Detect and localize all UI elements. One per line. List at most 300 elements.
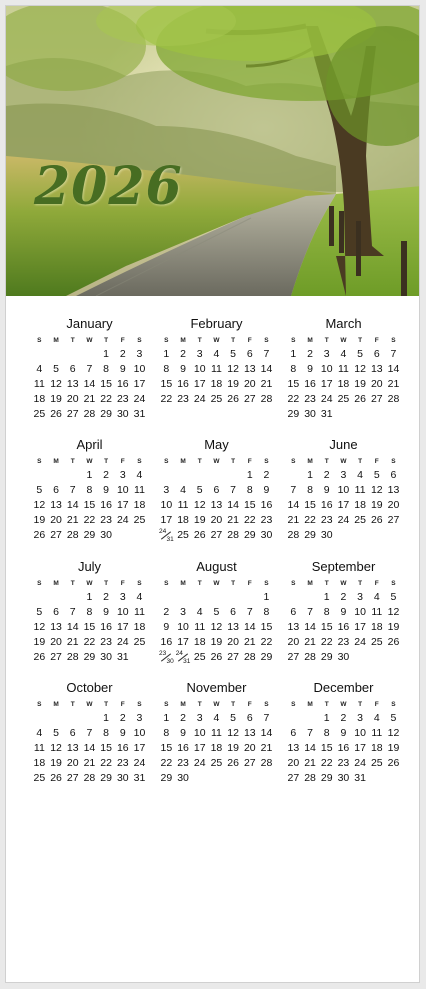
weekday-label: T: [197, 580, 202, 587]
day-cell: 3: [357, 712, 364, 724]
weekday-header: [285, 334, 402, 347]
day-cell: 13: [66, 742, 79, 754]
weekday-label: T: [231, 580, 236, 587]
weekday-label: S: [137, 701, 142, 708]
day-cell: 26: [50, 408, 62, 420]
weekday-label: T: [231, 701, 236, 708]
week-row: [158, 650, 275, 665]
day-cell: 9: [340, 606, 347, 618]
weekday-label: T: [324, 458, 329, 465]
day-cell: 18: [33, 757, 46, 769]
split-day-cell: [175, 650, 192, 665]
day-cell: 8: [263, 606, 270, 618]
week-row: [31, 483, 148, 498]
day-cell: 26: [33, 529, 46, 541]
day-cell: 6: [373, 348, 380, 360]
day-cell: 18: [133, 499, 146, 511]
day-cell: 28: [66, 651, 79, 663]
day-cell: 9: [119, 727, 126, 739]
weekday-header: [285, 698, 402, 711]
month-name: October: [66, 680, 113, 695]
day-cell: 23: [100, 514, 112, 526]
weekday-label: S: [391, 337, 396, 344]
day-cell: 24: [193, 757, 206, 769]
day-cell: 5: [390, 591, 397, 603]
day-cell: 2: [180, 712, 186, 724]
day-cell: 7: [307, 727, 313, 739]
day-cell: 20: [370, 378, 383, 390]
day-cell: 12: [33, 621, 46, 633]
day-cell: 17: [354, 742, 366, 754]
weekday-label: M: [307, 701, 313, 708]
day-cell: 30: [337, 651, 350, 663]
month-name: July: [77, 559, 102, 574]
day-cell: 7: [86, 727, 93, 739]
day-cell: 12: [227, 363, 239, 375]
day-cell: 16: [116, 742, 129, 754]
day-cell: [302, 711, 319, 726]
weekday-header: [158, 455, 275, 468]
day-cell: [64, 590, 81, 605]
month-july: [31, 559, 148, 665]
day-cell: 11: [210, 727, 222, 739]
day-cell: 16: [320, 499, 333, 511]
day-cell: 17: [193, 378, 206, 390]
weekday-label: T: [358, 580, 363, 587]
day-cell: 7: [390, 348, 397, 360]
day-cell: 2: [119, 712, 126, 724]
day-cell: 24: [116, 636, 129, 648]
week-row: [285, 650, 402, 665]
weekday-label: F: [120, 337, 125, 344]
day-cell: 19: [33, 636, 46, 648]
day-cell: 25: [354, 514, 366, 526]
week-row: [285, 711, 402, 726]
day-cell: 10: [193, 727, 206, 739]
day-cell: 31: [320, 408, 333, 420]
day-cell: [158, 590, 175, 605]
day-cell: 19: [387, 742, 400, 754]
day-cell: 8: [323, 606, 330, 618]
weekday-label: F: [120, 701, 125, 708]
day-cell: 27: [50, 651, 62, 663]
day-cell: 23: [337, 757, 350, 769]
week-row: [158, 741, 275, 756]
day-cell: 1: [263, 591, 270, 603]
day-cell: 17: [193, 742, 206, 754]
month-february: [158, 316, 275, 407]
weekday-label: T: [231, 458, 236, 465]
week-row: [31, 741, 148, 756]
week-row: [285, 513, 402, 528]
day-cell: 22: [100, 393, 112, 405]
day-cell: [64, 711, 81, 726]
week-row: [285, 756, 402, 771]
day-cell: [241, 590, 258, 605]
weekday-label: T: [197, 458, 202, 465]
day-cell: 1: [323, 591, 330, 603]
day-cell: 29: [83, 651, 96, 663]
weekday-label: M: [53, 701, 59, 708]
day-cell: 28: [83, 772, 96, 784]
week-row: [31, 771, 148, 786]
weekday-label: F: [120, 458, 125, 465]
weekday-label: T: [358, 701, 363, 708]
weekday-label: W: [213, 458, 220, 465]
day-cell: 18: [210, 378, 223, 390]
day-cell: 3: [180, 606, 186, 618]
month-name: April: [76, 437, 103, 452]
day-cell: [208, 590, 225, 605]
day-cell: [285, 468, 302, 483]
day-cell: 11: [134, 606, 145, 618]
week-row: [31, 726, 148, 741]
weekday-label: S: [391, 701, 396, 708]
day-cell: [285, 711, 302, 726]
weekday-header: [31, 455, 148, 468]
day-cell: 1: [246, 469, 253, 481]
day-cell: 11: [194, 621, 206, 633]
week-row: [31, 362, 148, 377]
weekday-label: W: [340, 580, 347, 587]
day-cell: 14: [260, 363, 273, 375]
day-cell: 21: [243, 636, 256, 648]
day-cell: 25: [210, 393, 223, 405]
day-cell: 13: [243, 363, 256, 375]
day-cell: 3: [323, 348, 330, 360]
day-cell: 15: [243, 499, 256, 511]
day-cell: 17: [116, 621, 129, 633]
day-cell: 6: [53, 484, 59, 496]
week-row: [158, 377, 275, 392]
day-cell: 16: [337, 621, 350, 633]
week-row: [158, 771, 275, 786]
day-cell: 30: [304, 408, 316, 420]
day-cell: 20: [287, 757, 300, 769]
weekday-label: T: [104, 701, 109, 708]
day-cell: 17: [116, 499, 129, 511]
month-december: [285, 680, 402, 786]
day-cell: 14: [227, 499, 239, 511]
day-cell: 10: [177, 621, 189, 633]
day-cell: 19: [227, 742, 239, 754]
weekday-header: [158, 577, 275, 590]
weekday-label: F: [247, 458, 252, 465]
day-cell: 6: [69, 363, 76, 375]
day-cell: 9: [180, 727, 186, 739]
weekday-label: S: [37, 701, 42, 708]
day-cell: 8: [86, 606, 93, 618]
day-cell: 24: [193, 393, 206, 405]
day-cell: 13: [66, 378, 79, 390]
day-cell: 20: [50, 636, 62, 648]
day-cell: 3: [119, 591, 126, 603]
month-name: January: [66, 316, 113, 331]
week-row: [31, 347, 148, 362]
day-cell: 10: [133, 727, 146, 739]
day-cell: 10: [116, 606, 129, 618]
week-row: [285, 347, 402, 362]
weekday-label: W: [340, 337, 347, 344]
day-cell: 20: [66, 393, 79, 405]
day-cell: 31: [116, 651, 129, 663]
day-cell: 19: [227, 378, 239, 390]
day-cell: 7: [230, 484, 237, 496]
day-cell: 24: [320, 393, 333, 405]
day-cell: 11: [354, 484, 366, 496]
day-cell: 28: [83, 408, 96, 420]
day-cell: 2: [163, 606, 170, 618]
month-november: [158, 680, 275, 786]
calendar-card: [5, 5, 420, 983]
day-cell: [208, 468, 225, 483]
day-cell: 27: [287, 651, 300, 663]
day-cell: 6: [246, 348, 253, 360]
day-cell: 7: [86, 363, 93, 375]
day-cell: 14: [243, 621, 256, 633]
day-cell: 4: [213, 712, 220, 724]
day-cell: 3: [136, 712, 143, 724]
weekday-label: S: [391, 458, 396, 465]
day-cell: 8: [246, 484, 253, 496]
day-cell: 8: [290, 363, 297, 375]
day-cell: 14: [83, 742, 96, 754]
day-cell: 15: [320, 621, 333, 633]
day-cell: 29: [304, 529, 316, 541]
week-row: [158, 756, 275, 771]
day-cell: 20: [50, 514, 62, 526]
weekday-label: W: [86, 701, 93, 708]
week-row: [31, 590, 148, 605]
day-cell: 24: [354, 757, 366, 769]
weekday-label: S: [137, 580, 142, 587]
week-row: [31, 650, 148, 665]
week-row: [158, 483, 275, 498]
day-cell: 14: [287, 499, 300, 511]
day-cell: 5: [373, 469, 380, 481]
month-name: September: [311, 559, 376, 574]
day-cell: 29: [320, 772, 333, 784]
day-cell: 28: [287, 529, 300, 541]
day-cell: 7: [263, 348, 270, 360]
day-cell: 9: [307, 363, 313, 375]
day-cell: 9: [340, 727, 347, 739]
day-cell: 22: [260, 636, 273, 648]
day-cell: 25: [133, 514, 146, 526]
day-cell: 8: [103, 363, 110, 375]
day-cell: 18: [337, 378, 350, 390]
day-cell: 29: [320, 651, 333, 663]
weekday-label: S: [291, 337, 296, 344]
day-cell: [368, 407, 385, 422]
day-cell: 1: [103, 348, 110, 360]
split-day-bottom: 31: [166, 536, 174, 543]
day-cell: 13: [387, 484, 400, 496]
day-cell: 21: [260, 378, 273, 390]
month-june: [285, 437, 402, 543]
week-row: [158, 347, 275, 362]
day-cell: [31, 711, 48, 726]
day-cell: 11: [177, 499, 189, 511]
day-cell: 26: [354, 393, 366, 405]
weekday-label: T: [104, 458, 109, 465]
day-cell: 29: [287, 408, 300, 420]
day-cell: 2: [103, 469, 110, 481]
day-cell: 30: [116, 772, 129, 784]
day-cell: 21: [387, 378, 400, 390]
day-cell: 16: [177, 378, 189, 390]
day-cell: [385, 771, 402, 786]
day-cell: 10: [354, 727, 366, 739]
week-row: [31, 377, 148, 392]
day-cell: 15: [260, 621, 273, 633]
day-cell: 26: [370, 514, 383, 526]
weekday-label: W: [340, 458, 347, 465]
day-cell: 1: [86, 469, 93, 481]
day-cell: 28: [304, 772, 316, 784]
week-row: [158, 590, 275, 605]
day-cell: 5: [36, 606, 43, 618]
split-day-cell: [158, 650, 175, 665]
day-cell: 7: [246, 606, 253, 618]
week-row: [31, 620, 148, 635]
year-title: 2026: [34, 156, 183, 217]
weekday-label: T: [324, 701, 329, 708]
month-august: [158, 559, 275, 665]
day-cell: 19: [50, 393, 62, 405]
day-cell: 6: [290, 727, 297, 739]
day-cell: 24: [133, 393, 146, 405]
day-cell: 21: [66, 514, 79, 526]
day-cell: 17: [160, 514, 173, 526]
day-cell: [335, 528, 352, 543]
day-cell: 5: [357, 348, 364, 360]
day-cell: 7: [263, 712, 270, 724]
day-cell: 20: [66, 757, 79, 769]
day-cell: 4: [136, 469, 143, 481]
day-cell: 25: [210, 757, 223, 769]
weekday-label: S: [264, 580, 269, 587]
day-cell: 9: [180, 363, 186, 375]
day-cell: 9: [323, 484, 330, 496]
day-cell: 27: [66, 408, 79, 420]
week-row: [285, 726, 402, 741]
day-cell: 26: [210, 651, 223, 663]
day-cell: 1: [290, 348, 297, 360]
day-cell: 24: [133, 757, 146, 769]
day-cell: 25: [33, 408, 46, 420]
weekday-header: [285, 455, 402, 468]
week-row: [285, 741, 402, 756]
week-row: [285, 590, 402, 605]
day-cell: 23: [177, 757, 189, 769]
week-row: [158, 498, 275, 513]
day-cell: 3: [119, 469, 126, 481]
day-cell: 14: [66, 499, 79, 511]
day-cell: 20: [227, 636, 239, 648]
day-cell: 16: [177, 742, 189, 754]
weekday-label: M: [307, 337, 313, 344]
day-cell: 4: [340, 348, 347, 360]
day-cell: [175, 468, 192, 483]
day-cell: 14: [304, 742, 316, 754]
day-cell: 1: [163, 348, 170, 360]
day-cell: [114, 528, 131, 543]
day-cell: 10: [193, 363, 206, 375]
day-cell: 27: [243, 757, 256, 769]
weekday-label: S: [37, 580, 42, 587]
day-cell: 12: [50, 378, 62, 390]
day-cell: [335, 407, 352, 422]
day-cell: [48, 711, 65, 726]
weekday-label: W: [86, 337, 93, 344]
day-cell: 13: [50, 621, 62, 633]
weekday-header: [31, 334, 148, 347]
weekday-label: F: [120, 580, 125, 587]
week-row: [285, 528, 402, 543]
day-cell: 4: [373, 591, 380, 603]
weekday-label: F: [374, 458, 379, 465]
week-row: [158, 635, 275, 650]
day-cell: 23: [320, 514, 333, 526]
weekday-label: F: [247, 337, 252, 344]
day-cell: 27: [243, 393, 256, 405]
day-cell: 8: [323, 727, 330, 739]
day-cell: 31: [354, 772, 366, 784]
day-cell: 9: [103, 606, 110, 618]
day-cell: 22: [83, 514, 96, 526]
day-cell: 3: [357, 591, 364, 603]
day-cell: [175, 590, 192, 605]
month-october: [31, 680, 148, 786]
day-cell: [48, 468, 65, 483]
day-cell: 3: [163, 484, 170, 496]
week-row: [285, 392, 402, 407]
weekday-label: M: [53, 580, 59, 587]
day-cell: 7: [290, 484, 297, 496]
day-cell: 25: [177, 529, 189, 541]
day-cell: 23: [100, 636, 112, 648]
weekday-label: W: [213, 580, 220, 587]
day-cell: 5: [53, 727, 59, 739]
day-cell: [225, 590, 242, 605]
day-cell: [385, 528, 402, 543]
day-cell: [368, 650, 385, 665]
day-cell: 22: [320, 636, 333, 648]
day-cell: 27: [66, 772, 79, 784]
month-name: March: [325, 316, 362, 331]
day-cell: 7: [69, 484, 76, 496]
week-row: [158, 392, 275, 407]
day-cell: [81, 711, 98, 726]
day-cell: 30: [100, 529, 112, 541]
weekday-header: [31, 577, 148, 590]
day-cell: 2: [119, 348, 126, 360]
day-cell: [352, 407, 369, 422]
split-day-top: 24: [175, 650, 183, 657]
day-cell: 6: [213, 484, 220, 496]
day-cell: 23: [337, 636, 350, 648]
weekday-label: S: [164, 458, 169, 465]
day-cell: 12: [354, 363, 366, 375]
weekday-label: W: [213, 337, 220, 344]
day-cell: 30: [177, 772, 189, 784]
day-cell: 19: [387, 621, 400, 633]
month-april: [31, 437, 148, 543]
day-cell: 17: [337, 499, 350, 511]
month-september: [285, 559, 402, 665]
day-cell: 25: [337, 393, 350, 405]
